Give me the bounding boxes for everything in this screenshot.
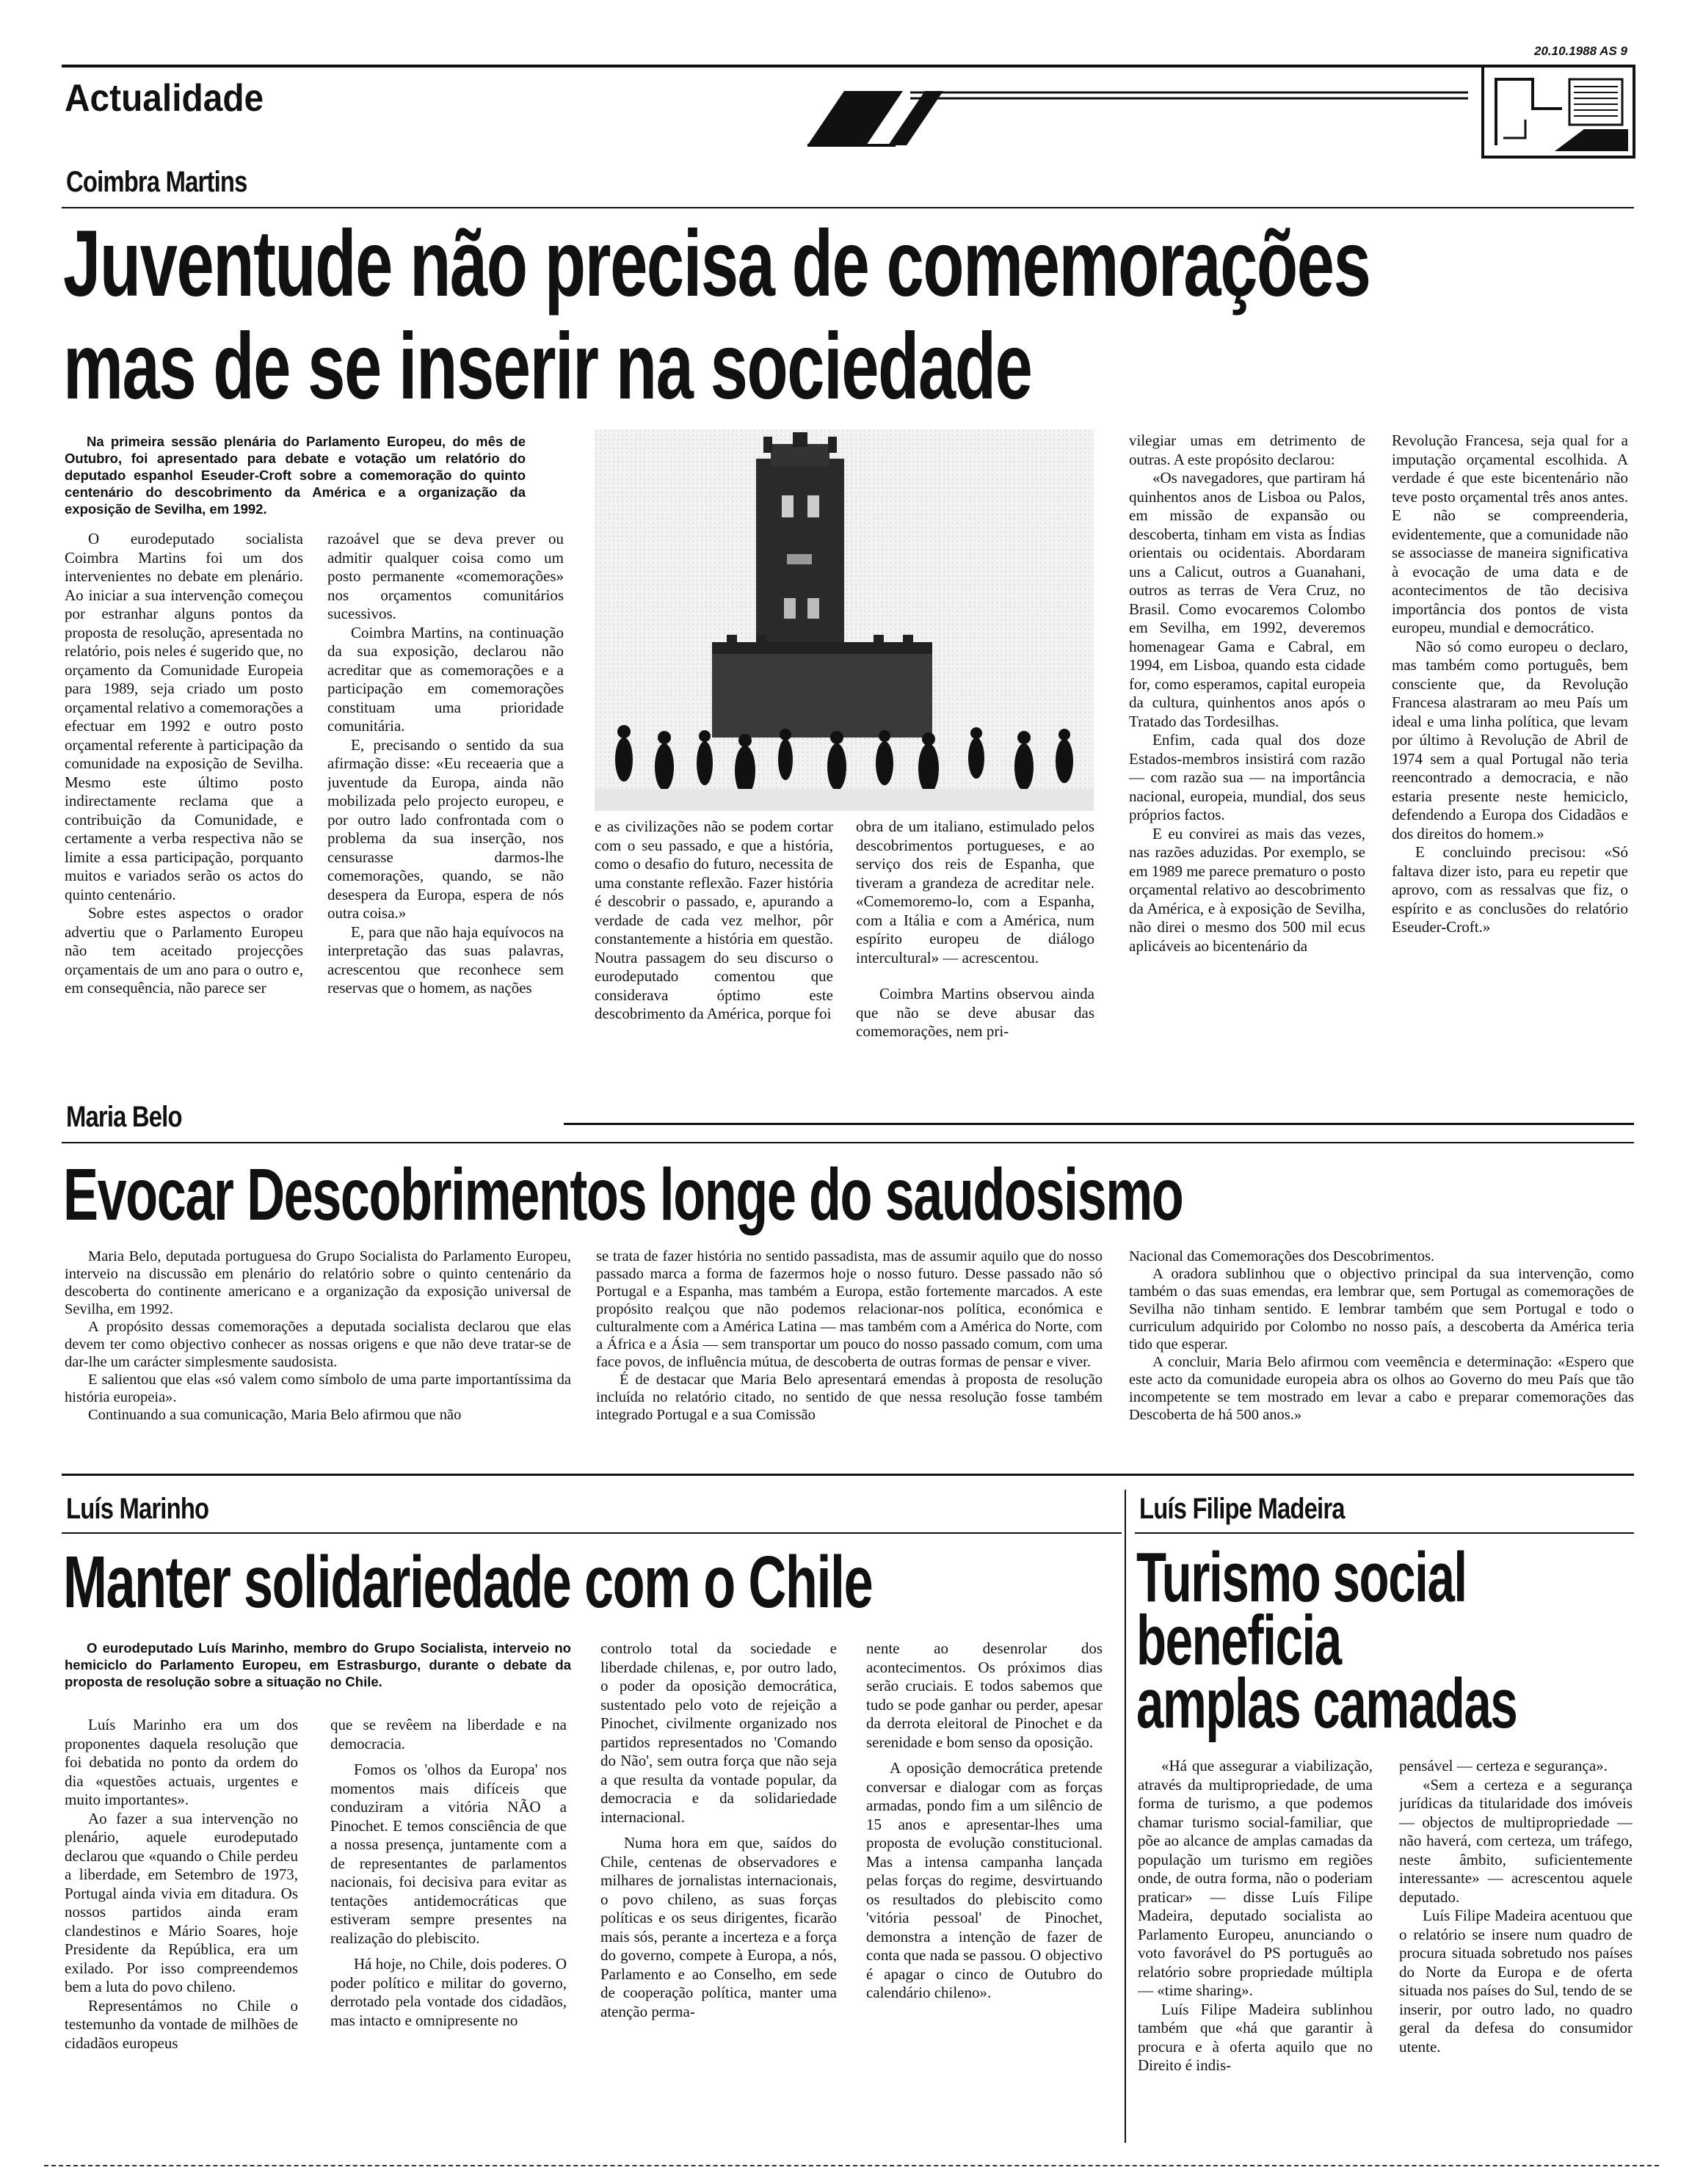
article1-column-4 xyxy=(856,818,1094,1118)
article1-col5-p1: vilegiar umas em detrimento de outras. A este propósito declarou: xyxy=(1129,432,1365,468)
article2-author: Maria Belo xyxy=(66,1101,182,1133)
article3-lead xyxy=(65,1639,571,1713)
article3-column-1 xyxy=(65,1716,298,2141)
article3-col2-p2: Fomos os 'olhos da Europa' nos momentos mais difíceis que conduziram a vitória NÃO a Pinochet. E temos consciência de que a nossa presença, juntamente com a de representantes de parlamentos nacionais, foi decisiva para evitar as tentações antidemocráticas que estiveram sempre presentes na realização do plebiscito. xyxy=(330,1761,567,1947)
bottom-dashed-rule xyxy=(44,2165,1659,2166)
article1-col2-p2: Coimbra Martins, na continuação da sua exposição, declarou não acreditar que as comemorações e a participação em comemorações constituam uma prioridade comunitária. xyxy=(327,623,564,735)
article3-author: Luís Marinho xyxy=(66,1493,209,1525)
article4-column-2 xyxy=(1399,1757,1633,2146)
article1-col2-p4: E, para que não haja equívocos na interpretação das suas palavras, acrescentou que reconhece sem reservas que o homem, as nações xyxy=(327,922,564,997)
article4-col1-p1: «Há que assegurar a viabilização, através da multipropriedade, de uma forma de turismo, a que podemos chamar turismo social-familiar, que põe ao alcance de amplas camadas da população um turismo em regiões onde, de outra forma, não o poderiam praticar» — disse Luís Filipe Madeira, deputado socialista ao Parlamento Europeu, anunciando o voto favorável do PS português ao relatório sobre propriedade múltipla — «time sharing». xyxy=(1138,1757,1373,1999)
article3-lead-text: O eurodeputado Luís Marinho, membro do Grupo Socialista, interveio no hemiciclo do Parlamento Europeu, em Estrasburgo, durante o debate da proposta de resolução sobre a situação no Chile. xyxy=(65,1640,571,1689)
article3-col3-p1: controlo total da sociedade e liberdade chilenas, e, por outro lado, o poder da oposição democrática, sustentado pelo voto de rejeição a Pinochet, civilmente organizado nos partidos representados no 'Comando do Não', sem outra força que não seja a que resulta da vontade popular, da democracia e da solidariedade internacional. xyxy=(600,1639,837,1826)
date-page-number: 20.10.1988 AS 9 xyxy=(1534,44,1627,58)
article3-column-3 xyxy=(600,1639,837,2146)
header-stripes-graphic xyxy=(800,81,1475,147)
article1-author: Coimbra Martins xyxy=(66,166,247,198)
article3-column-4 xyxy=(866,1639,1103,2146)
article1-col2-p3: E, precisando o sentido da sua afirmação disse: «Eu receaeria que a juventude da Europa, ainda não mobilizada pelo projecto europeu, e por outro lado confrontada com o problema da sua inserção, nos censurasse darmos-lhe comemorações, quando, se não desespera da Europa, espera de nós outra coisa.» xyxy=(327,735,564,922)
article2-col1-p2: A propósito dessas comemorações a deputada socialista declarou que elas devem ter como objectivo conhecer as nossas origens e que não deve tratar-se de dar-lhe um carácter simplesmente saudosista. xyxy=(65,1319,571,1370)
article1-column-3 xyxy=(595,818,833,1118)
article2-col3-p3: A concluir, Maria Belo afirmou com veemência e determinação: «Espero que este acto da comunidade europeia abra os olhos ao Governo do meu País que tão incompetente se tem mostrado em levar a cabo e preparar comemorações das Descoberta de há 500 anos.» xyxy=(1129,1354,1634,1423)
article4-col1-p2: Luís Filipe Madeira sublinhou também que «há que garantir à procura e à oferta aquilo que no Direito é indis- xyxy=(1138,2000,1373,2074)
article1-col1-p1: O eurodeputado socialista Coimbra Martins foi um dos intervenientes no debate em plenário. Ao iniciar a sua intervenção começou por estranhar alguns pontos da proposta de resolução, apresentada no relatório, pois neles é sugerido que, no orçamento da Comunidade Europeia para 1989, seja criado um posto orçamental relativo a comemorações a efectuar em 1992 e outro posto orçamental referente à participação da comunidade na exposição de Sevilha. Mesmo este último posto indirectamente reclama que a contribuição da Comunidade, e certamente a verba respectiva não se limite a essa participação, porquanto muitos e variados serão os actos do quinto centenário. xyxy=(65,530,303,903)
article4-top-rule xyxy=(1135,1532,1634,1534)
article3-column-2 xyxy=(330,1716,567,2141)
article2-bottom-rule xyxy=(62,1474,1634,1476)
article4-col2-p3: Luís Filipe Madeira acentuou que o relatório se insere num quadro de procura situada sobretudo nos países do Norte da Europa e de oferta situada nos países do Sul, tendo de se inserir, por outro lado, no quadro geral da defesa do consumidor utente. xyxy=(1399,1907,1633,2056)
article3-col2-p3: Há hoje, no Chile, dois poderes. O poder político e militar do governo, derrotado pela vontade dos cidadãos, mas intacto e omnipresente no xyxy=(330,1955,567,2029)
article3-col1-p3: Representámos no Chile o testemunho da vontade de milhões de cidadãos europeus xyxy=(65,1996,298,2052)
top-rule xyxy=(62,65,1634,68)
article4-headline-line2: beneficia xyxy=(1136,1601,1341,1680)
article4-col2-p2: «Sem a certeza e a segurança jurídicas da titularidade dos imóveis — objectos de multipropriedade — não haverá, com certeza, um tráfego, neste âmbito, suficientemente interessante» — acrescentou aquele deputado. xyxy=(1399,1775,1633,1906)
article2-col1-p1: Maria Belo, deputada portuguesa do Grupo Socialista do Parlamento Europeu, interveio na discussão em plenário do relatório sobre o quinto centenário da descoberta do continente americano e a organização da exposição universal de Sevilha, em 1992. xyxy=(65,1248,571,1317)
article2-col3-p1: Nacional das Comemorações dos Descobrimentos. xyxy=(1129,1248,1435,1264)
article2-column-2 xyxy=(596,1248,1103,1464)
article3-top-rule xyxy=(62,1532,1122,1534)
article4-headline-line3: amplas camadas xyxy=(1136,1664,1517,1743)
article4-headline-line1: Turismo social xyxy=(1136,1538,1467,1617)
article-column-divider xyxy=(1125,1490,1126,2143)
article1-col5-p2: «Os navegadores, que partiram há quinhentos anos de Lisboa ou Palos, em missão de expansão ou descoberta, tinham em vista as Índias orientais ou ocidentais. Abordaram uns a Calicut, outros a Guanahani, outros as terras de Vera Cruz, no Brasil. Como evocaremos Colombo em Sevilha, em 1992, deveremos homenagear Gama e Cabral, em 1994, em Lisboa, quando esta cidade for, como esperamos, capital europeia da cultura, quinhentos anos após o Tratado das Tordesilhas. xyxy=(1129,469,1365,730)
article3-col4-p1: nente ao desenrolar dos acontecimentos. Os próximos dias serão cruciais. E todos sabemos que tudo se pode ganhar ou perder, apesar da derrota eleitoral de Pinochet e da serenidade e bom senso da oposição. xyxy=(866,1639,1103,1751)
article3-col1-p2: Ao fazer a sua intervenção no plenário, aquele eurodeputado declarou que «quando o Chile perdeu a liberdade, em Setembro de 1973, Portugal ainda vivia em ditadura. Os nossos partidos ainda eram clandestinos e Mário Soares, hoje Presidente da República, era um exilado. Por isso compreendemos bem a luta do povo chileno. xyxy=(65,1809,298,1995)
article2-col2-p2: É de destacar que Maria Belo apresentará emendas à proposta de resolução incluída no relatório citado, no sentido de que nessa resolução fosse também integrado Portugal e a sua Comissão xyxy=(596,1372,1103,1423)
article1-col4-p2: Coimbra Martins observou ainda que não se deve abusar das comemorações, nem pri- xyxy=(856,985,1094,1040)
article1-top-rule xyxy=(62,207,1634,208)
article2-top-rule xyxy=(62,1142,1634,1143)
article1-col6-p2: Não só como europeu o declaro, mas também como português, bem consciente que, da Revolução Francesa alastraram ao meu País um ideal e uma linha política, que levam por último à Revolução de Abril de 1974 sem a qual Portugal não teria reencontrado a democracia, e não estaria presente neste hemiciclo, defendendo a Europa dos Cidadãos e dos direitos do homem.» xyxy=(1392,637,1628,842)
article1-lead xyxy=(65,433,526,528)
article3-col3-p2: Numa hora em que, saídos do Chile, centenas de observadores e milhares de jornalistas internacionais, o povo chileno, as suas forças políticas e os seus dirigentes, ficarão mais sós, perante a incerteza e a força do governo, compete à Europa, a nós, Parlamento e ao Conselho, em sede de cooperação política, manter uma atenção perma- xyxy=(600,1834,837,2020)
article2-col1-p3: E salientou que elas «só valem como símbolo de uma parte importantíssima da história europeia». xyxy=(65,1372,571,1405)
article2-column-3 xyxy=(1129,1248,1634,1464)
article1-col3-p1: e as civilizações não se podem cortar com o seu passado, e que a história, como o desafio do futuro, necessita de uma constante reflexão. Fazer história é descobrir o passado, e, apurando a verdade de cada vez melhor, pôr constantemente a história em questão. Noutra passagem do seu discurso o eurodeputado comentou que considerava óptimo este descobrimento da América, porque foi xyxy=(595,818,833,1022)
article1-bottom-rule xyxy=(564,1123,1634,1125)
article3-col4-p2: A oposição democrática pretende conversar e dialogar com as forças armadas, pondo fim a um silêncio de 15 anos e apresentar-lhes uma proposta de evolução constitucional. Mas a intensa campanha lançada pelas forças do regime, desvirtuando os resultados do plebiscito como 'vitória pessoal' de Pinochet, demonstra a intenção de fazer de conta que nada se passou. O objectivo é apagar o cinco de Outubro do calendário chileno». xyxy=(866,1759,1103,2001)
article2-headline: Evocar Descobrimentos longe do saudosismo xyxy=(63,1154,1183,1236)
article3-col2-p1: que se revêem na liberdade e na democracia. xyxy=(330,1716,567,1752)
article1-column-1 xyxy=(65,530,303,1117)
article1-col2-p1: razoável que se deva prever ou admitir qualquer coisa como um posto permanente «comemorações» nos orçamentos comunitários sucessivos. xyxy=(327,530,564,622)
article1-headline-line1: Juventude não precisa de comemorações xyxy=(63,211,1370,316)
article1-col1-p2: Sobre estes aspectos o orador advertiu que o Parlamento Europeu não tem aceitado projecções orçamentais de um ano para o outro e, em consequência, não parece ser xyxy=(65,904,303,997)
article1-headline-line2: mas de se inserir na sociedade xyxy=(63,314,1032,419)
section-title: Actualidade xyxy=(65,77,264,120)
tower-photo xyxy=(595,429,1094,811)
article4-col2-p1: pensável — certeza e segurança». xyxy=(1399,1757,1608,1774)
article2-col2-p1: se trata de fazer história no sentido passadista, mas de assumir aquilo que do nosso passado marca a forma de fazermos hoje o nosso futuro. Desse passado não só Portugal e a Espanha, mas também a Europa, estão fortemente marcados. A este propósito realçou que não podemos relacionar-nos política, económica e culturalmente com a América Latina — mas também com a América do Norte, com a África e a Ásia — sem transportar um pouco do nosso passado comum, com uma face povos, de influência mútua, de descoberta de outras formas de pensar e viver. xyxy=(596,1248,1103,1370)
article1-lead-text: Na primeira sessão plenária do Parlamento Europeu, do mês de Outubro, foi apresentado para debate e votação um relatório do deputado espanhol Eseuder-Croft sobre a comemoração do quinto centenário do descobrimento da América e a organização da exposição de Sevilha, em 1992. xyxy=(65,434,526,517)
article1-col4-p1: obra de um italiano, estimulado pelos descobrimentos portugueses, e ao serviço dos reis de Espanha, que tiveram a grandeza de acreditar nele. «Comemoremo-lo, com a Espanha, com a Itália e com a América, num espírito europeu de diálogo intercultural» — acrescentou. xyxy=(856,818,1094,967)
article1-column-2 xyxy=(327,530,564,1117)
article2-col1-p4: Continuando a sua comunicação, Maria Belo afirmou que não xyxy=(88,1407,462,1423)
article1-col5-p3: Enfim, cada qual dos doze Estados-membros insistirá com razão — com razão sua — na importância nacional, europeia, mundial, dos seus próprios factos. xyxy=(1129,731,1365,823)
article1-column-6 xyxy=(1392,432,1628,1118)
article1-col6-p3: E concluindo precisou: «Só faltava dizer isto, para eu repetir que aprovo, com as ressalvas que fiz, o espírito e as conclusões do relatório Eseuder-Croft.» xyxy=(1392,843,1628,936)
article2-column-1 xyxy=(65,1248,571,1464)
article1-column-5 xyxy=(1129,432,1365,1118)
article3-col1-p1: Luís Marinho era um dos proponentes daquela resolução que foi debatida no ponto da ordem do dia «questões actuais, urgentes e muito importantes». xyxy=(65,1716,298,1808)
article4-author: Luís Filipe Madeira xyxy=(1139,1493,1345,1525)
article3-headline: Manter solidariedade com o Chile xyxy=(63,1541,873,1623)
article2-col3-p2: A oradora sublinhou que o objectivo principal da sua intervenção, como também o das suas emendas, era lembrar que, sem Portugal as comemorações de Sevilha não tinham sentido. E lembrar também que sem Portugal e todo o curriculum adquirido por Colombo no nosso país, a descoberta da América teria tido que esperar. xyxy=(1129,1266,1634,1353)
article4-column-1 xyxy=(1138,1757,1373,2146)
newspaper-logo-icon xyxy=(1481,65,1635,160)
article1-col5-p4: E eu convirei as mais das vezes, nas razões aduzidas. Por exemplo, se em 1989 me parece prematuro o posto orçamental relativo ao descobrimento da América, e à exposição de Sevilha, não direi o mesmo dos 500 mil ecus aplicáveis ao bicentenário da xyxy=(1129,824,1365,955)
article1-col6-p1: Revolução Francesa, seja qual for a imputação orçamental escolhida. A verdade é que este bicentenário não teve posto orçamental três anos antes. E não se compreenderia, evidentemente, que a comunidade não se associasse de maneira significativa à evocação de uma data e de acontecimentos de tão decisiva importância dos pontos de vista europeu, mundial e democrático. xyxy=(1392,432,1628,636)
